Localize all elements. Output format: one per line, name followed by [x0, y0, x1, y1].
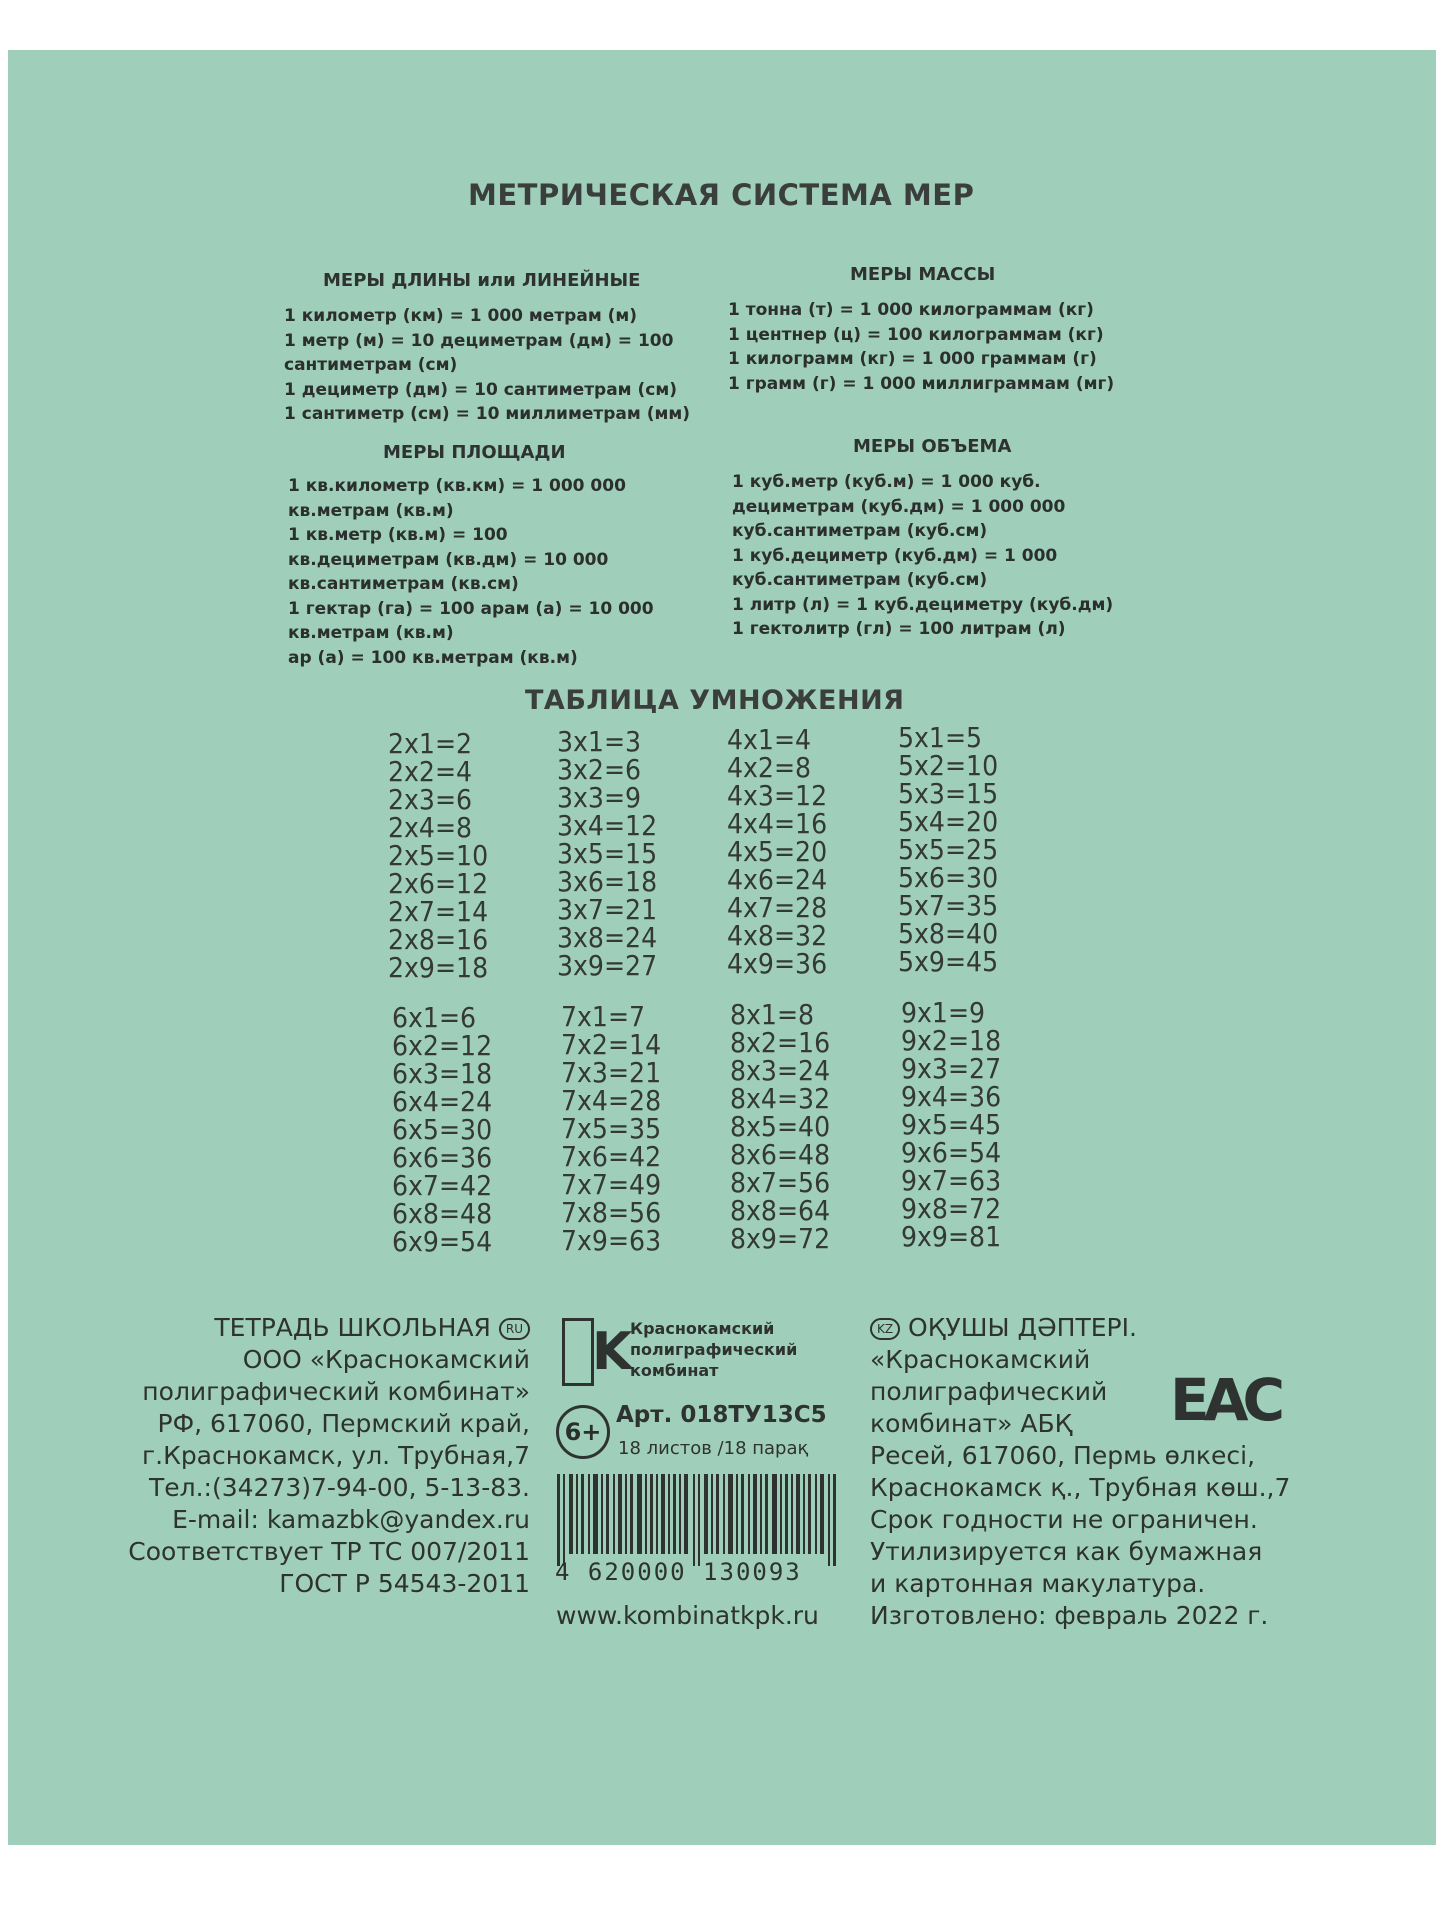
age-rating-badge: 6+ [556, 1405, 610, 1459]
mult-column-4 [727, 723, 828, 980]
mult-cell: 3x9=27 [557, 949, 658, 982]
mult-cell: 3x7=21 [557, 893, 658, 926]
volume-list [732, 470, 1152, 642]
barcode-bars [557, 1474, 836, 1566]
footer-right-line: Краснокамск қ., Трубная көш.,7 [870, 1473, 1291, 1502]
footer-left [100, 1312, 530, 1600]
mult-cell: 7x3=21 [561, 1056, 662, 1089]
mult-cell: 2x5=10 [388, 839, 489, 872]
mult-cell: 8x4=32 [730, 1082, 831, 1115]
area-line: 1 гектар (га) = 100 арам (а) = 10 000 [288, 598, 654, 619]
volume-line: 1 литр (л) = 1 куб.дециметру (куб.дм) [732, 594, 1114, 615]
article-number: Арт. 018ТУ13С5 [616, 1402, 827, 1428]
mult-column-5 [898, 721, 999, 978]
mult-cell: 2x2=4 [388, 755, 473, 788]
mult-column-9 [901, 996, 1002, 1253]
footer-left-line: г.Краснокамск, ул. Трубная,7 [141, 1441, 530, 1470]
mult-cell: 2x8=16 [388, 923, 489, 956]
length-line: 1 дециметр (дм) = 10 сантиметрам (см) [284, 379, 678, 400]
footer-left-line: ГОСТ Р 54543-2011 [279, 1569, 530, 1598]
volume-line: 1 куб.дециметр (куб.дм) = 1 000 [732, 545, 1058, 566]
volume-line: куб.сантиметрам (куб.см) [732, 521, 988, 541]
mult-cell: 6x7=42 [392, 1169, 493, 1202]
logo-line: Краснокамский [630, 1319, 775, 1338]
mult-cell: 2x1=2 [388, 727, 473, 760]
mult-cell: 5x3=15 [898, 777, 999, 810]
company-website: www.kombinatkpk.ru [556, 1601, 819, 1630]
mass-line: 1 центнер (ц) = 100 килограммам (кг) [728, 324, 1104, 345]
mult-cell: 4x1=4 [727, 723, 812, 756]
mult-cell: 6x4=24 [392, 1085, 493, 1118]
mult-cell: 8x2=16 [730, 1026, 831, 1059]
mult-column-2 [388, 727, 489, 984]
mult-cell: 6x8=48 [392, 1197, 493, 1230]
mult-cell: 7x2=14 [561, 1028, 662, 1061]
footer-left-line: Соответствует ТР ТС 007/2011 [128, 1537, 530, 1566]
mult-cell: 8x3=24 [730, 1054, 831, 1087]
area-line: кв.метрам (кв.м) [288, 623, 454, 643]
mult-column-8 [730, 998, 831, 1255]
mult-cell: 2x4=8 [388, 811, 473, 844]
volume-heading: МЕРЫ ОБЪЕМА [853, 436, 1012, 457]
mult-cell: 4x7=28 [727, 891, 828, 924]
volume-line: 1 куб.метр (куб.м) = 1 000 куб. [732, 472, 1041, 492]
footer-right-line: и картонная макулатура. [870, 1569, 1206, 1598]
footer-right-line: полиграфический [870, 1377, 1108, 1406]
mult-cell: 8x9=72 [730, 1222, 831, 1255]
mult-cell: 8x5=40 [730, 1110, 831, 1143]
area-line: 1 кв.метр (кв.м) = 100 [288, 525, 508, 545]
logo-line: полиграфический [630, 1340, 798, 1359]
mass-heading: МЕРЫ МАССЫ [850, 264, 996, 285]
mult-cell: 6x9=54 [392, 1225, 493, 1258]
mult-cell: 5x7=35 [898, 889, 999, 922]
mult-cell: 8x7=56 [730, 1166, 831, 1199]
area-list [288, 474, 718, 670]
mass-list [728, 298, 1148, 396]
mult-cell: 9x3=27 [901, 1052, 1002, 1085]
footer-right-line: комбинат» АБҚ [870, 1409, 1073, 1438]
notebook-title-kz: ОҚУШЫ ДӘПТЕРІ. [908, 1313, 1137, 1342]
mult-cell: 9x2=18 [901, 1024, 1002, 1057]
notebook-title-ru: ТЕТРАДЬ ШКОЛЬНАЯ [214, 1313, 491, 1342]
length-line: 1 метр (м) = 10 дециметрам (дм) = 100 [284, 330, 674, 351]
mult-cell: 3x2=6 [557, 753, 642, 786]
area-heading: МЕРЫ ПЛОЩАДИ [383, 442, 566, 463]
barcode [555, 1474, 855, 1582]
mult-cell: 7x7=49 [561, 1168, 662, 1201]
footer-right-line: Ресей, 617060, Пермь өлкесі, [870, 1441, 1256, 1470]
volume-line: дециметрам (куб.дм) = 1 000 000 [732, 496, 1066, 517]
mult-cell: 2x9=18 [388, 951, 489, 984]
mult-cell: 4x4=16 [727, 807, 828, 840]
mult-cell: 5x4=20 [898, 805, 999, 838]
mass-line: 1 грамм (г) = 1 000 миллиграммам (мг) [728, 373, 1115, 394]
mult-cell: 7x6=42 [561, 1140, 662, 1173]
mult-cell: 7x9=63 [561, 1224, 662, 1257]
mult-cell: 7x1=7 [561, 1000, 646, 1033]
mult-cell: 8x6=48 [730, 1138, 831, 1171]
footer-right-line: Изготовлено: февраль 2022 г. [870, 1601, 1269, 1630]
length-heading: МЕРЫ ДЛИНЫ или ЛИНЕЙНЫЕ [323, 270, 641, 291]
mult-cell: 8x1=8 [730, 998, 815, 1031]
barcode-digits: 4 620000 130093 [555, 1558, 802, 1582]
kz-badge: KZ [870, 1318, 900, 1340]
mult-cell: 4x3=12 [727, 779, 828, 812]
length-line: 1 сантиметр (см) = 10 миллиметрам (мм) [284, 404, 691, 424]
mult-cell: 9x6=54 [901, 1136, 1002, 1169]
length-line: сантиметрам (см) [284, 355, 458, 375]
footer-left-title-row [100, 1312, 530, 1344]
mult-cell: 5x8=40 [898, 917, 999, 950]
footer-left-line: E-mail: kamazbk@yandex.ru [172, 1505, 530, 1534]
footer-right-line: Утилизируется как бумажная [870, 1537, 1263, 1566]
mult-cell: 7x8=56 [561, 1196, 662, 1229]
mult-cell: 5x2=10 [898, 749, 999, 782]
footer-right-line: «Краснокамский [870, 1345, 1091, 1374]
mult-column-7 [561, 1000, 662, 1257]
sheet-count: 18 листов /18 парақ [618, 1438, 809, 1459]
mass-line: 1 килограмм (кг) = 1 000 граммам (г) [728, 349, 1097, 369]
mult-cell: 4x9=36 [727, 947, 828, 980]
eac-certification-mark: EAC [1170, 1366, 1280, 1434]
ru-badge: RU [499, 1318, 530, 1340]
mult-cell: 5x9=45 [898, 945, 999, 978]
area-line: 1 кв.километр (кв.км) = 1 000 000 [288, 476, 626, 496]
multiplication-title: ТАБЛИЦА УМНОЖЕНИЯ [525, 685, 905, 716]
mass-line: 1 тонна (т) = 1 000 килограммам (кг) [728, 300, 1094, 320]
company-logo-icon: K [592, 1322, 633, 1382]
mult-cell: 9x5=45 [901, 1108, 1002, 1141]
mult-cell: 2x7=14 [388, 895, 489, 928]
mult-cell: 6x2=12 [392, 1029, 493, 1062]
mult-cell: 4x2=8 [727, 751, 812, 784]
mult-cell: 6x1=6 [392, 1001, 477, 1034]
mult-cell: 3x5=15 [557, 837, 658, 870]
mult-cell: 9x9=81 [901, 1220, 1002, 1253]
volume-line: 1 гектолитр (гл) = 100 литрам (л) [732, 619, 1066, 639]
mult-cell: 3x3=9 [557, 781, 642, 814]
mult-column-3 [557, 725, 658, 982]
mult-cell: 5x5=25 [898, 833, 999, 866]
volume-line: куб.сантиметрам (куб.см) [732, 570, 988, 590]
metric-title: МЕТРИЧЕСКАЯ СИСТЕМА МЕР [468, 178, 975, 212]
footer-right-line: Срок годности не ограничен. [870, 1505, 1258, 1534]
footer-right [870, 1312, 1310, 1632]
mult-cell: 7x4=28 [561, 1084, 662, 1117]
mult-cell: 4x8=32 [727, 919, 828, 952]
length-list [284, 304, 724, 427]
footer-left-line: Тел.:(34273)7-94-00, 5-13-83. [148, 1473, 530, 1502]
mult-cell: 6x5=30 [392, 1113, 493, 1146]
mult-cell: 7x5=35 [561, 1112, 662, 1145]
company-logo-text [630, 1318, 797, 1381]
mult-cell: 6x3=18 [392, 1057, 493, 1090]
mult-cell: 9x7=63 [901, 1164, 1002, 1197]
footer-left-line: полиграфический комбинат» [142, 1377, 530, 1406]
length-line: 1 километр (км) = 1 000 метрам (м) [284, 306, 638, 326]
mult-cell: 2x3=6 [388, 783, 473, 816]
mult-cell: 9x8=72 [901, 1192, 1002, 1225]
mult-column-6 [392, 1001, 493, 1258]
mult-cell: 3x4=12 [557, 809, 658, 842]
mult-cell: 3x8=24 [557, 921, 658, 954]
area-line: ар (а) = 100 кв.метрам (кв.м) [288, 647, 578, 668]
area-line: кв.метрам (кв.м) [288, 500, 454, 521]
mult-cell: 5x1=5 [898, 721, 983, 754]
footer-left-line: РФ, 617060, Пермский край, [157, 1409, 530, 1438]
mult-cell: 4x6=24 [727, 863, 828, 896]
mult-cell: 3x1=3 [557, 725, 642, 758]
company-logo-frame [562, 1318, 594, 1386]
mult-cell: 2x6=12 [388, 867, 489, 900]
logo-line: комбинат [630, 1361, 719, 1380]
mult-cell: 9x4=36 [901, 1080, 1002, 1113]
footer-right-title-row [870, 1312, 1310, 1344]
area-line: кв.дециметрам (кв.дм) = 10 000 [288, 549, 609, 570]
mult-cell: 9x1=9 [901, 996, 986, 1029]
mult-cell: 8x8=64 [730, 1194, 831, 1227]
mult-cell: 5x6=30 [898, 861, 999, 894]
area-line: кв.сантиметрам (кв.см) [288, 574, 519, 594]
footer-left-line: ООО «Краснокамский [242, 1345, 530, 1374]
mult-cell: 3x6=18 [557, 865, 658, 898]
mult-cell: 4x5=20 [727, 835, 828, 868]
mult-cell: 6x6=36 [392, 1141, 493, 1174]
